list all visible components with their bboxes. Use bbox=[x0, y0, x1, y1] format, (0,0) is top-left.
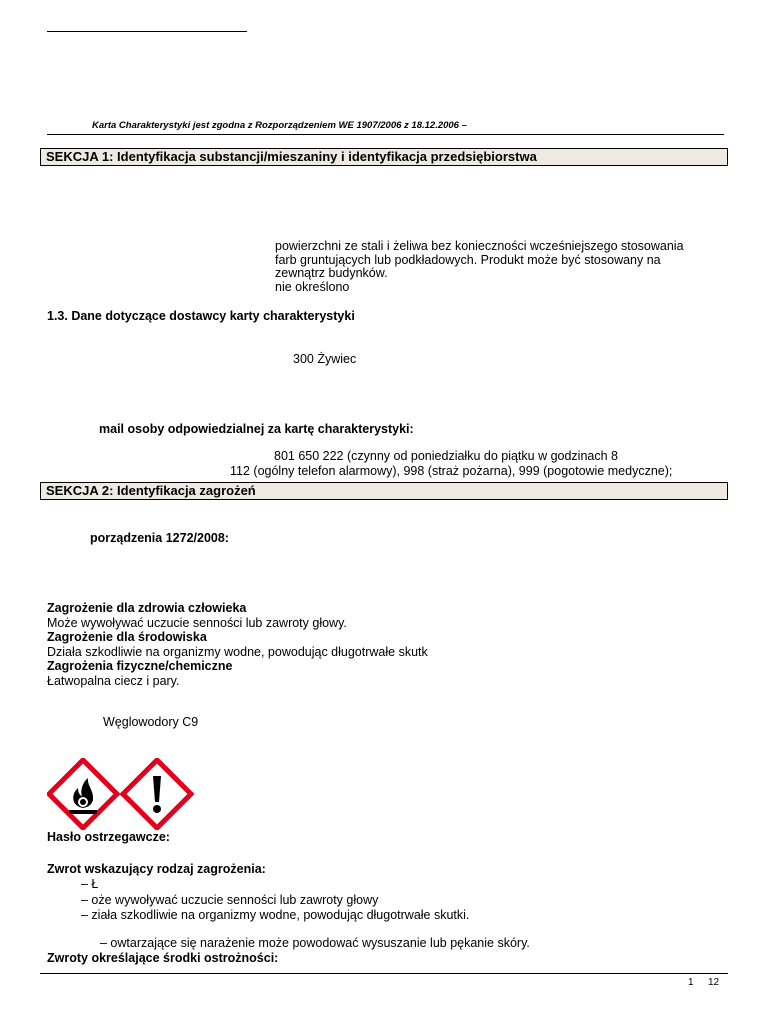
phys-text: Łatwopalna ciecz i pary. bbox=[47, 674, 180, 688]
env-heading: Zagrożenie dla środowiska bbox=[47, 630, 207, 644]
header-rule bbox=[47, 134, 724, 135]
regulation-note: Karta Charakterystyki jest zgodna z Rozporządzeniem WE 1907/2006 z 18.12.2006 – bbox=[92, 120, 467, 131]
env-text: Działa szkodliwie na organizmy wodne, powodując długotrwałe skutk bbox=[47, 645, 428, 659]
phys-heading: Zagrożenia fizyczne/chemiczne bbox=[47, 659, 233, 673]
precaution-label: Zwroty określające środki ostrożności: bbox=[47, 951, 279, 965]
use-line: nie określono bbox=[275, 279, 350, 294]
hazard-item: – oże wywoływać uczucie senności lub zawroty głowy bbox=[81, 893, 379, 907]
footer-rule bbox=[40, 973, 728, 974]
product-use-text bbox=[275, 240, 684, 294]
hazard-item: – ziała szkodliwie na organizmy wodne, powodując długotrwałe skutki. bbox=[81, 908, 470, 922]
hazard-statements-label: Zwrot wskazujący rodzaj zagrożenia: bbox=[47, 862, 266, 876]
regulation-label: porządzenia 1272/2008: bbox=[90, 531, 229, 545]
ghs-pictograms bbox=[47, 758, 197, 830]
use-line: zewnątrz budynków. bbox=[275, 266, 388, 280]
hazard-item: – Ł bbox=[81, 877, 99, 891]
use-line: powierzchni ze stali i żeliwa bez konieczności wcześniejszego stosowania bbox=[275, 239, 684, 253]
health-heading: Zagrożenie dla zdrowia człowieka bbox=[47, 601, 247, 615]
page-number: 1 bbox=[688, 977, 694, 988]
page-total: 12 bbox=[708, 977, 720, 988]
flame-icon bbox=[49, 760, 117, 828]
address-fragment: 300 Żywiec bbox=[293, 352, 357, 366]
section-1-title: SEKCJA 1: Identyfikacja substancji/mieszaniny i identyfikacja przedsiębiorstwa bbox=[40, 148, 728, 166]
component-name: Węglowodory C9 bbox=[103, 715, 199, 729]
section-2-title: SEKCJA 2: Identyfikacja zagrożeń bbox=[40, 482, 728, 500]
top-rule bbox=[47, 31, 247, 32]
signal-word-label: Hasło ostrzegawcze: bbox=[47, 830, 170, 844]
hazard-item: – owtarzające się narażenie może powodować wysuszanie lub pękanie skóry. bbox=[100, 936, 530, 950]
use-line: farb gruntujących lub podkładowych. Produkt może być stosowany na bbox=[275, 252, 661, 267]
phone-line: 801 650 222 (czynny od poniedziałku do piątku w godzinach 8 bbox=[274, 449, 618, 463]
health-text: Może wywoływać uczucie senności lub zawroty głowy. bbox=[47, 616, 347, 630]
email-label: mail osoby odpowiedzialnej za kartę charakterystyki: bbox=[99, 422, 414, 436]
subsection-1-3-heading: 1.3. Dane dotyczące dostawcy karty charakterystyki bbox=[47, 309, 355, 323]
emergency-line: 112 (ogólny telefon alarmowy), 998 (straż pożarna), 999 (pogotowie medyczne); bbox=[230, 464, 673, 478]
exclamation-icon bbox=[123, 760, 191, 828]
